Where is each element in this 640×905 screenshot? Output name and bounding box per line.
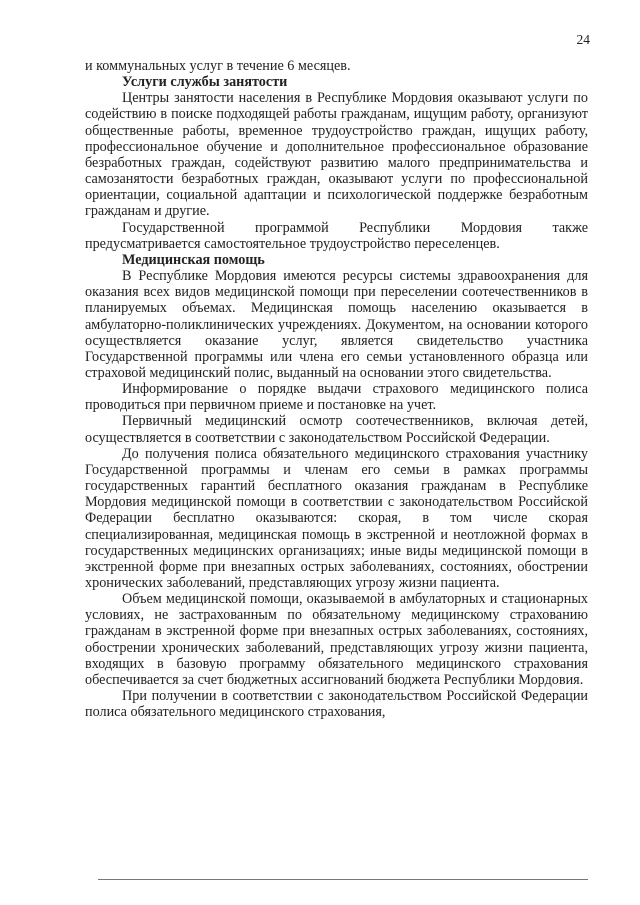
- footer-rule: [98, 879, 588, 880]
- paragraph: Информирование о порядке выдачи страхового медицинского полиса проводиться при первичном приеме и постановке на учет.: [85, 381, 588, 414]
- paragraph: При получении в соответствии с законодательством Российской Федерации полиса обязательного медицинского страхования,: [85, 688, 588, 721]
- page-number: 24: [576, 32, 590, 47]
- paragraph: Государственной программой Республики Мордовия также предусматривается самостоятельное трудоустройство переселенцев.: [85, 219, 588, 252]
- paragraph: и коммунальных услуг в течение 6 месяцев.: [85, 58, 351, 74]
- paragraph: Первичный медицинский осмотр соотечественников, включая детей, осуществляется в соответствии с законодательством Российской Федерации.: [85, 413, 588, 446]
- paragraph: В Республике Мордовия имеются ресурсы системы здравоохранения для оказания всех видов медицинской помощи при переселении соотечественников в планируемых объемах. Медицинская помощь населению оказывается в амбулаторно-поликлинических учреждениях. Документом, на основании которого осуществляется оказание услуг, является свидетельство участника Государственной программы или члена его семьи установленного образца или страховой медицинский полис, выданный на основании этого свидетельства.: [85, 268, 588, 381]
- section-heading: Медицинская помощь: [122, 251, 265, 268]
- document-body: [85, 58, 588, 720]
- section-heading: Услуги службы занятости: [122, 74, 288, 91]
- paragraph: Центры занятости населения в Республике Мордовия оказывают услуги по содействию в поиске подходящей работы гражданам, ищущим работу, организуют общественные работы, временное трудоустройство граждан, ищущих работу, профессиональное обучение и дополнительное профессиональное образование безработных граждан, содействуют развитию малого предпринимательства и самозанятости безработных граждан, оказывают услуги по профессиональной ориентации, социальной адаптации и психологической поддержке безработным гражданам и другие.: [85, 90, 588, 220]
- paragraph: До получения полиса обязательного медицинского страхования участнику Государственной программы и членам его семьи в рамках программы государственных гарантий бесплатного оказания гражданам в Республике Мордовия медицинской помощи в соответствии с законодательством Российской Федерации бесплатно оказываются: скорая, в том числе скорая специализированная, медицинская помощь в экстренной и неотложной формах в государственных медицинских организациях; иные виды медицинской помощи в экстренной форме при внезапных острых заболеваниях, состояниях, обострении хронических заболеваний, представляющих угрозу жизни пациента.: [85, 445, 588, 591]
- paragraph: Объем медицинской помощи, оказываемой в амбулаторных и стационарных условиях, не застрахованным по обязательному медицинскому страхованию гражданам в экстренной форме при внезапных острых заболеваниях, состояниях, обострении хронических заболеваний, представляющих угрозу жизни пациента, входящих в базовую программу обязательного медицинского страхования обеспечивается за счет бюджетных ассигнований бюджета Республики Мордовия.: [85, 591, 588, 688]
